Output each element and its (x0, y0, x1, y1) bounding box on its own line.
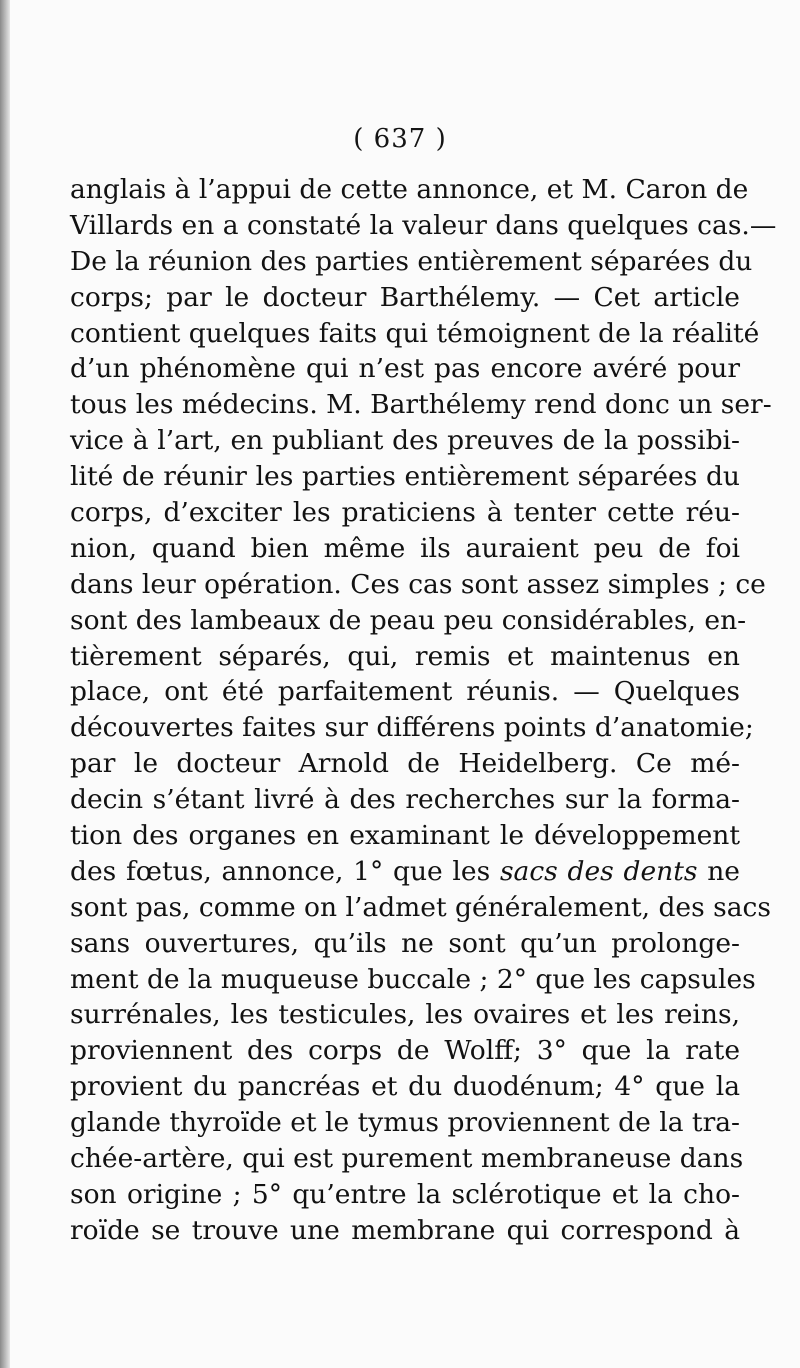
text-line: provient du pancréas et du duodénum; 4° que la (70, 1071, 740, 1103)
text-line: sans ouvertures, qu’ils ne sont qu’un prolonge- (70, 927, 740, 959)
text-line: découvertes faites sur différens points d’anatomie; (70, 712, 754, 744)
text-line: De la réunion des parties entièrement séparées du (70, 245, 753, 277)
page-number: ( 637 ) (353, 124, 447, 154)
text-line: vice à l’art, en publiant des preuves de la possibi- (70, 425, 740, 457)
text-line: dans leur opération. Ces cas sont assez simples ; ce (70, 568, 766, 600)
text-line: roïde se trouve une membrane qui correspond à (70, 1214, 740, 1246)
text-line: corps, d’exciter les praticiens à tenter cette réu- (70, 497, 740, 529)
text-segment: ne (697, 855, 740, 887)
text-line: tion des organes en examinant le développement (70, 820, 740, 852)
page-edge-shadow (0, 0, 10, 1368)
text-line: Villards en a constaté la valeur dans quelques cas.— (70, 209, 777, 241)
text-line: glande thyroïde et le tymus proviennent de la tra- (70, 1107, 740, 1139)
text-line: lité de réunir les parties entièrement séparées du (70, 461, 740, 493)
text-segment: des fœtus, annonce, 1° que les (70, 855, 500, 887)
text-line-with-italic (70, 854, 740, 890)
text-line: nion, quand bien même ils auraient peu de foi (70, 532, 740, 564)
text-line: sont pas, comme on l’admet généralement, des sacs (70, 891, 771, 923)
text-line: anglais à l’appui de cette annonce, et M. Caron de (70, 174, 749, 205)
text-line: ment de la muqueuse buccale ; 2° que les capsules (70, 963, 756, 995)
text-line: par le docteur Arnold de Heidelberg. Ce mé- (70, 748, 740, 780)
italic-phrase: sacs des dents (499, 855, 698, 887)
text-line: chée-artère, qui est purement membraneuse dans (70, 1143, 744, 1175)
text-line: tous les médecins. M. Barthélemy rend donc un ser- (70, 389, 772, 421)
text-line: corps; par le docteur Barthélemy. — Cet article (70, 281, 740, 313)
text-line: tièrement séparés, qui, remis et maintenus en (70, 640, 740, 672)
text-line: d’un phénomène qui n’est pas encore avéré pour (70, 353, 740, 385)
text-line: contient quelques faits qui témoignent de la réalité (70, 317, 760, 349)
text-line: proviennent des corps de Wolff; 3° que la rate (70, 1035, 740, 1067)
text-line: place, ont été parfaitement réunis. — Quelques (70, 676, 740, 708)
text-line: surrénales, les testicules, les ovaires et les reins, (70, 999, 740, 1031)
text-line: son origine ; 5° qu’entre la sclérotique et la cho- (70, 1178, 740, 1210)
text-line: sont des lambeaux de peau peu considérables, en- (70, 604, 747, 636)
text-line: decin s’étant livré à des recherches sur la forma- (70, 784, 740, 816)
body-text (70, 172, 777, 1249)
